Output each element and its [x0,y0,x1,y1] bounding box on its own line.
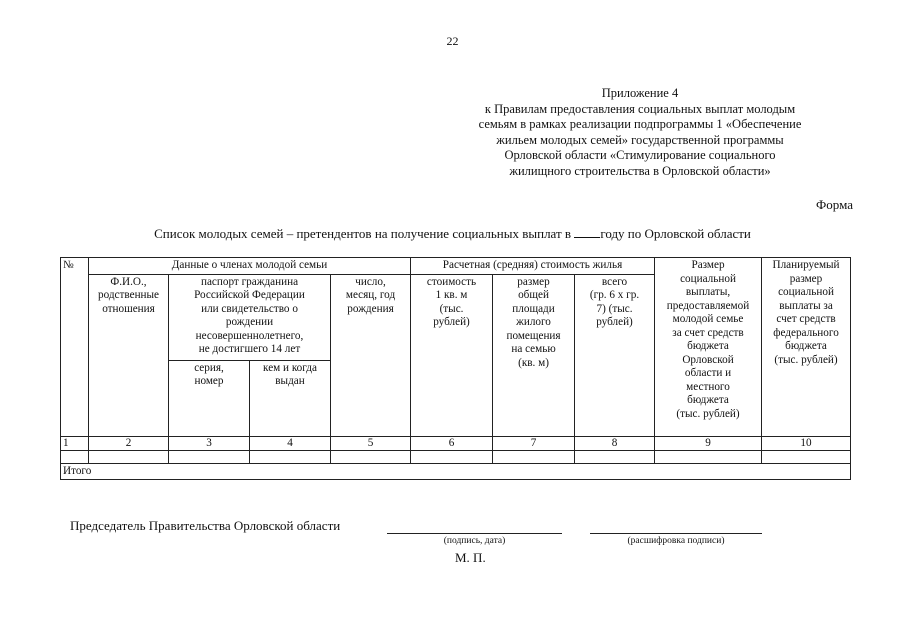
decode-caption: (расшифровка подписи) [627,536,725,546]
column-number: 1 [61,436,89,451]
table-cell [61,451,89,464]
annex-line: жилищного строительства в Орловской области» [509,163,771,178]
header-planned-payment: Планируемый размер социальной выплаты за счет средств федерального бюджета (тыс. рублей) [762,258,851,437]
column-number: 3 [169,436,250,451]
header-full-name: Ф.И.О., родственные отношения [89,274,169,436]
annex-line: Орловской области «Стимулирование социального [504,148,776,162]
annex-line: семьям в рамках реализации подпрограммы 1 «Обеспечение [478,117,802,131]
table-row [61,451,851,464]
column-number: 5 [331,436,411,451]
table-cell [493,451,575,464]
header-housing-cost: Расчетная (средняя) стоимость жилья [411,258,655,275]
table-cell [411,451,493,464]
total-row [61,464,851,480]
table-cell [250,451,331,464]
table-cell [762,451,851,464]
total-label: Итого [61,464,851,480]
table-cell [89,451,169,464]
header-passport: паспорт гражданина Российской Федерации или свидетельство о рождении несовершеннолетнего, не достигшего 14 лет [169,274,331,360]
column-numbers-row [61,436,851,451]
header-number: № [61,258,89,437]
title-text-after: году по Орловской области [600,226,751,241]
header-total-cost: всего (гр. 6 x гр. 7) (тыс. рублей) [575,274,655,436]
year-blank-line [574,227,600,238]
table-cell [655,451,762,464]
column-number: 8 [575,436,655,451]
header-birth-date: число, месяц, год рождения [331,274,411,436]
column-number: 10 [762,436,851,451]
column-number: 7 [493,436,575,451]
column-number: 4 [250,436,331,451]
header-cost-per-m2: стоимость 1 кв. м (тыс. рублей) [411,274,493,436]
signature-decode-line [590,533,762,534]
annex-header [430,86,850,179]
page-number: 22 [446,34,459,48]
column-number: 9 [655,436,762,451]
table-cell [169,451,250,464]
chairman-title: Председатель Правительства Орловской области [70,518,341,533]
title-text-before: Список молодых семей – претендентов на получение социальных выплат в [154,226,575,241]
header-area: размер общей площади жилого помещения на семью (кв. м) [493,274,575,436]
signature-caption: (подпись, дата) [443,536,506,546]
families-table [60,257,851,480]
header-payment-size: Размер социальной выплаты, предоставляемой молодой семье за счет средств бюджета Орловской области и местного бюджета (тыс. рублей) [655,258,762,437]
annex-line: к Правилам предоставления социальных выплат молодым [484,101,796,116]
header-issued-by: кем и когда выдан [250,360,331,436]
column-number: 6 [411,436,493,451]
form-label: Форма [816,197,853,212]
table-cell [331,451,411,464]
stamp-place: М. П. [455,550,486,565]
header-family-members: Данные о членах молодой семьи [89,258,411,275]
annex-line: жильем молодых семей» государственной программы [496,132,784,147]
column-number: 2 [89,436,169,451]
annex-line: Приложение 4 [601,86,679,100]
signature-line [387,533,562,534]
document-title [0,226,905,242]
table-cell [575,451,655,464]
header-series-number: серия, номер [169,360,250,436]
